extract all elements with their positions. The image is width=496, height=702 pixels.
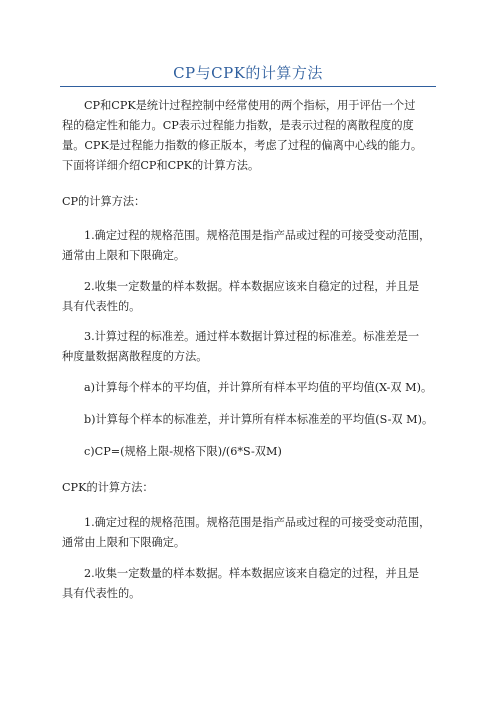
step-line: 3.计算过程的标准差。通过样本数据计算过程的标准差。标准差是一 — [84, 330, 420, 343]
cp-heading-text: CP的计算方法： — [62, 195, 146, 208]
cpk-heading-text: CPK的计算方法： — [62, 481, 154, 494]
intro-line: 量。CPK是过程能力指数的修正版本，考虑了过程的偏离中心线的能力。 — [62, 139, 423, 152]
step-line: 1.确定过程的规格范围。规格范围是指产品或过程的可接受变动范围， — [84, 229, 431, 242]
formula-line: c)CP=(规格上限-规格下限)/(6*S-双M) — [84, 445, 282, 458]
intro-paragraph — [62, 96, 450, 176]
substep-line: a)计算每个样本的平均值，并计算所有样本平均值的平均值(X-双 M)。 — [84, 381, 433, 394]
cp-substep-a — [62, 378, 450, 398]
intro-line: 程的稳定性和能力。CP表示过程能力指数，是表示过程的离散程度的度 — [62, 119, 414, 132]
step-line: 通常由上限和下限确定。 — [62, 536, 186, 549]
substep-line: b)计算每个样本的标准差，并计算所有样本标准差的平均值(S-双 M)。 — [84, 413, 434, 426]
cpk-step-2 — [62, 564, 450, 604]
cp-step-2 — [62, 277, 450, 317]
page-title: CP与CPK的计算方法 — [173, 64, 323, 82]
step-line: 具有代表性的。 — [62, 300, 141, 313]
step-line: 1.确定过程的规格范围。规格范围是指产品或过程的可接受变动范围， — [84, 516, 431, 529]
step-line: 2.收集一定数量的样本数据。样本数据应该来自稳定的过程，并且是 — [84, 567, 420, 580]
step-line: 具有代表性的。 — [62, 587, 141, 600]
step-line: 2.收集一定数量的样本数据。样本数据应该来自稳定的过程，并且是 — [84, 280, 420, 293]
cpk-step-1 — [62, 513, 450, 553]
cp-substep-b — [62, 410, 450, 430]
intro-line: CP和CPK是统计过程控制中经常使用的两个指标，用于评估一个过 — [84, 99, 416, 112]
cp-substep-c — [62, 442, 450, 462]
cp-step-1 — [62, 226, 450, 266]
step-line: 种度量数据离散程度的方法。 — [62, 350, 208, 363]
title-underline — [60, 86, 436, 87]
intro-line: 下面将详细介绍CP和CPK的计算方法。 — [62, 159, 260, 172]
cpk-heading — [62, 478, 450, 498]
cp-heading — [62, 192, 450, 212]
cp-step-3 — [62, 327, 450, 367]
step-line: 通常由上限和下限确定。 — [62, 249, 186, 262]
